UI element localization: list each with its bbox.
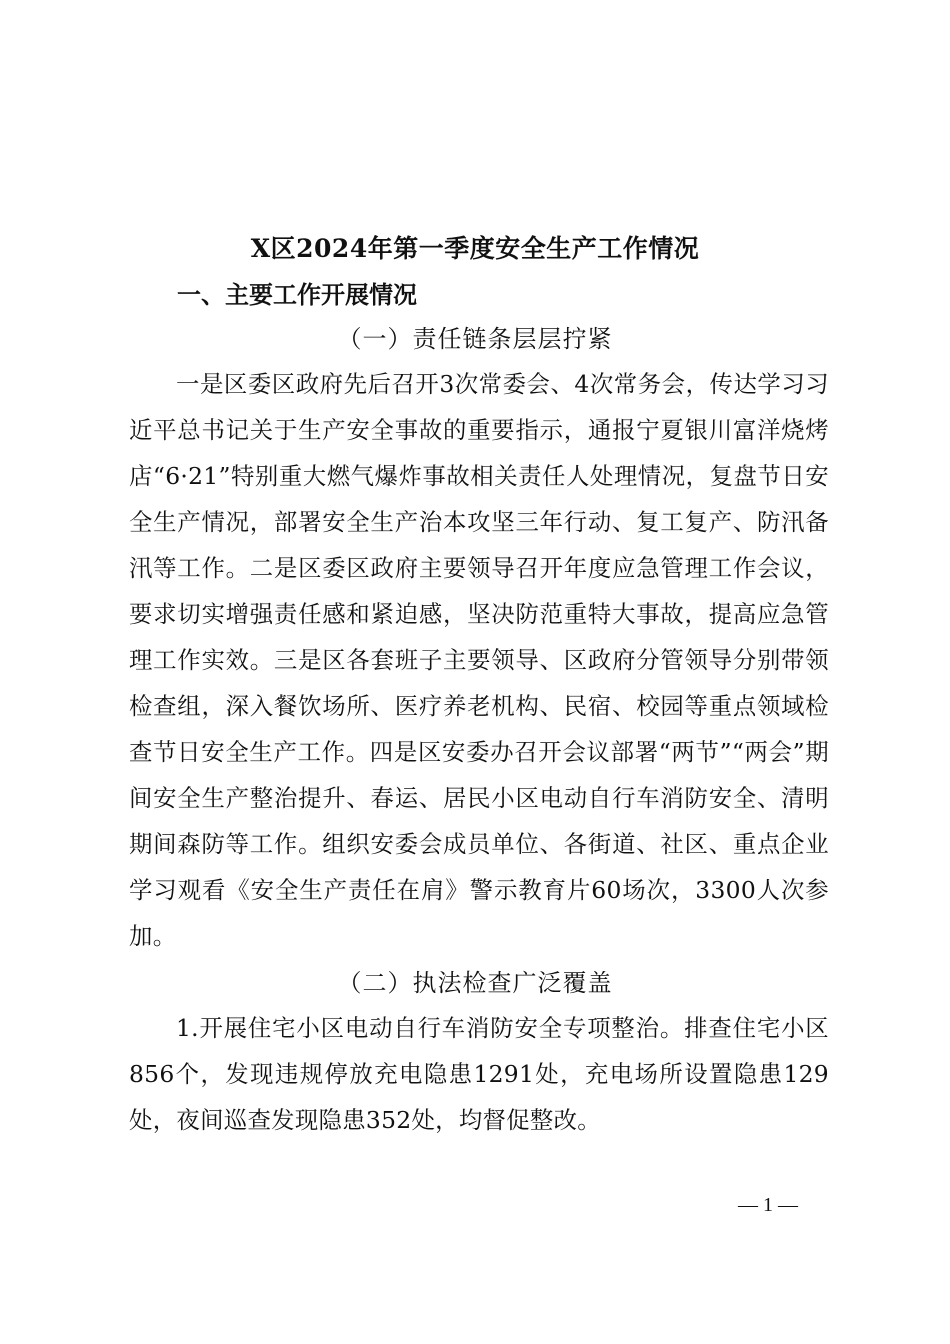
document-title: X区2024年第一季度安全生产工作情况 (250, 234, 700, 263)
page-number: — 1 — (738, 1194, 798, 1216)
subsection-heading: （二）执法检查广泛覆盖 (337, 969, 613, 997)
section-heading: 一、主要工作开展情况 (177, 281, 417, 309)
subsection-heading: （一）责任链条层层拧紧 (337, 325, 613, 353)
body-paragraph: 1.开展住宅小区电动自行车消防安全专项整治。排查住宅小区856个，发现违规停放充电隐患1291处，充电场所设置隐患129处，夜间巡查发现隐患352处，均督促整改。 (129, 1014, 829, 1134)
body-paragraph: 一是区委区政府先后召开3次常委会、4次常务会，传达学习习近平总书记关于生产安全事故的重要指示，通报宁夏银川富洋烧烤店“6·21”特别重大燃气爆炸事故相关责任人处理情况，复盘节日安全生产情况，部署安全生产治本攻坚三年行动、复工复产、防汛备汛等工作。二是区委区政府主要领导召开年度应急管理工作会议，要求切实增强责任感和紧迫感，坚决防范重特大事故，提高应急管理工作实效。三是区各套班子主要领导、区政府分管领导分别带领检查组，深入餐饮场所、医疗养老机构、民宿、校园等重点领域检查节日安全生产工作。四是区安委办召开会议部署“两节”“两会”期间安全生产整治提升、春运、居民小区电动自行车消防安全、清明期间森防等工作。组织安委会成员单位、各街道、社区、重点企业学习观看《安全生产责任在肩》警示教育片60场次，3300人次参加。 (129, 370, 829, 950)
